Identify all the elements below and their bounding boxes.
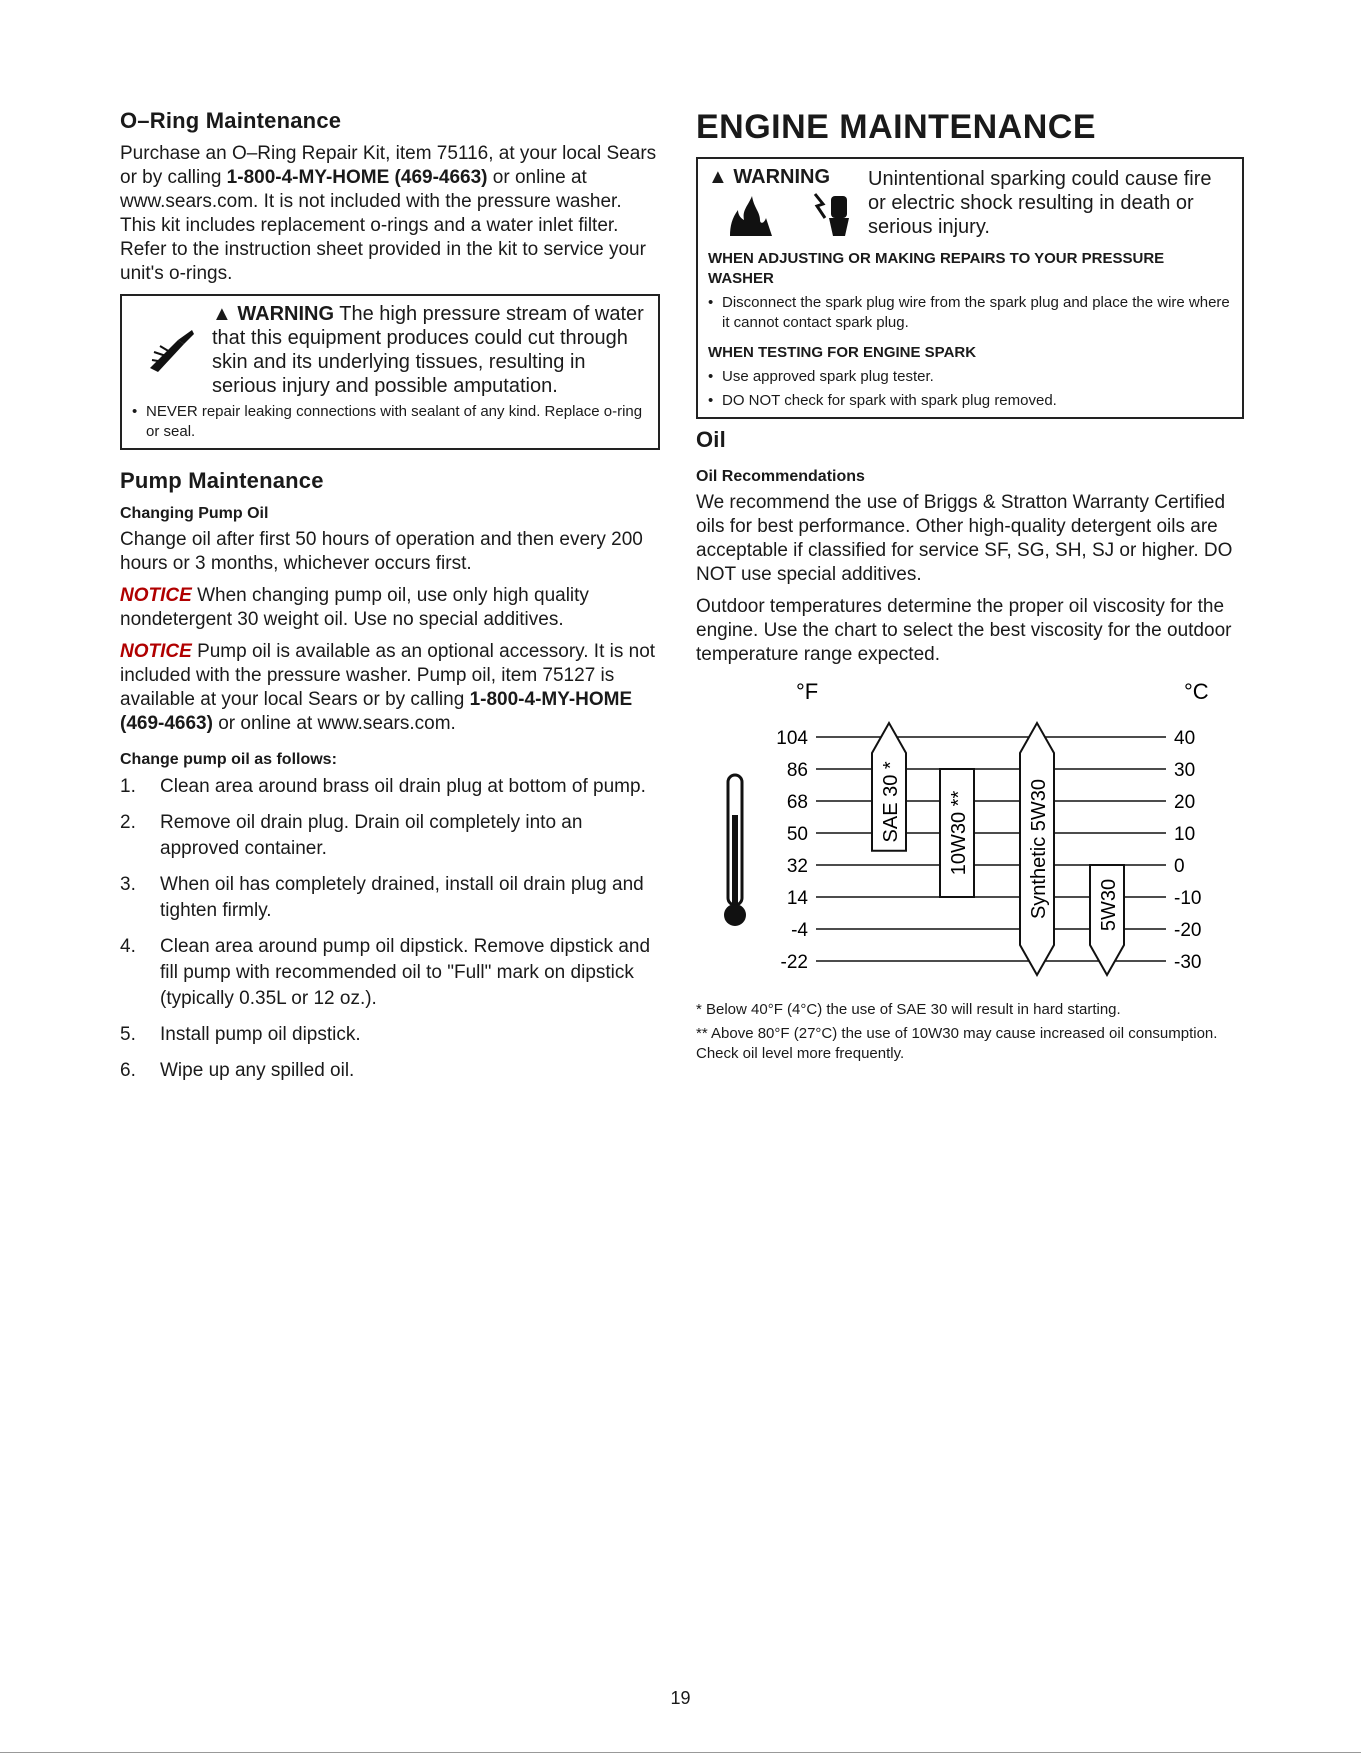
warning-triangle-icon: ▲ [708, 166, 728, 188]
celsius-tick-label: -30 [1174, 952, 1202, 973]
bottom-rule [0, 1752, 1361, 1753]
warning-bullet: • NEVER repair leaking connections with sealant of any kind. Replace o-ring or seal. [132, 402, 648, 442]
notice2-text: Pump oil is available as an optional accessory. It is not included with the pressure washer. Pump oil, item 75127 is available at your local Sears or by calling [120, 641, 656, 710]
step-item [120, 1022, 660, 1048]
oil-range-label: 10W30 ** [948, 790, 970, 876]
celsius-tick-label: 30 [1174, 760, 1196, 781]
notice1 [120, 584, 660, 632]
fahrenheit-unit-label: °F [796, 679, 819, 704]
oil-range-label: 5W30 [1098, 878, 1120, 932]
step-text: Wipe up any spilled oil. [160, 1060, 355, 1081]
step-text: Install pump oil dipstick. [160, 1024, 361, 1045]
step-number: 4. [120, 936, 136, 957]
testing-bullet-1: • Use approved spark plug tester. [708, 367, 1232, 387]
step-item [120, 872, 660, 924]
warning-label: WARNING [237, 303, 335, 325]
notice2-label: NOTICE [120, 641, 192, 662]
celsius-tick-label: -10 [1174, 888, 1202, 909]
oring-paragraph [120, 142, 660, 286]
injection-hazard-icon [132, 302, 212, 398]
celsius-tick-label: 20 [1174, 792, 1196, 813]
step-item [120, 934, 660, 1012]
fahrenheit-tick-label: 104 [776, 728, 808, 749]
fahrenheit-tick-label: 50 [786, 824, 808, 845]
footnote-2: ** Above 80°F (27°C) the use of 10W30 may cause increased oil consumption. Check oil level more frequently. [696, 1025, 1218, 1062]
fahrenheit-tick-label: 86 [786, 760, 808, 781]
notice2-tail: or online at www.sears.com. [218, 713, 456, 734]
fire-hazard-icon [726, 190, 776, 238]
oring-text-b: or online at www.sears.com. It is not included with the pressure washer. This kit includes replacement o-rings and a water inlet filter. Refer to the instruction sheet provided in the kit to service your unit's o-rings. [120, 167, 646, 284]
oil-rec-para2: Outdoor temperatures determine the proper oil viscosity for the engine. Use the chart to select the best viscosity for the outdoor temperature range expected. [696, 596, 1232, 665]
engine-title: ENGINE MAINTENANCE [696, 108, 1097, 146]
oring-phone: 1-800-4-MY-HOME (469-4663) [226, 167, 488, 188]
oil-rec-title: Oil Recommendations [696, 468, 865, 485]
celsius-unit-label: °C [1184, 679, 1209, 704]
celsius-tick-label: -20 [1174, 920, 1202, 941]
testing-bullet-2: • DO NOT check for spark with spark plug removed. [708, 391, 1232, 411]
steps-title: Change pump oil as follows: [120, 751, 337, 768]
step-text: Clean area around brass oil drain plug at bottom of pump. [160, 776, 646, 797]
step-item [120, 810, 660, 862]
footnote-1: * Below 40°F (4°C) the use of SAE 30 will result in hard starting. [696, 1001, 1121, 1018]
thermometer-bulb [724, 904, 746, 926]
oring-warning-box [120, 294, 660, 450]
engine-warning-label: WARNING [733, 166, 831, 188]
fahrenheit-tick-label: -22 [780, 952, 808, 973]
notice2 [120, 640, 660, 736]
notice2-phone: 1-800-4-MY-HOME (469-4663) [120, 689, 633, 734]
changing-title: Changing Pump Oil [120, 505, 269, 522]
page-number: 19 [670, 1688, 691, 1708]
thermometer-mercury [732, 815, 738, 915]
steps-list [120, 774, 660, 1084]
adjusting-bullet: • Disconnect the spark plug wire from the spark plug and place the wire where it cannot contact spark plug. [708, 293, 1232, 333]
warning-text: The high pressure stream of water that this equipment produces could cut through skin and its underlying tissues, resulting in serious injury and possible amputation. [212, 303, 644, 397]
notice1-text: When changing pump oil, use only high quality nondetergent 30 weight oil. Use no special additives. [120, 585, 589, 630]
step-text: Remove oil drain plug. Drain oil completely into an approved container. [160, 812, 583, 859]
engine-warning-box [696, 157, 1244, 419]
celsius-tick-label: 10 [1174, 824, 1196, 845]
adjusting-head: WHEN ADJUSTING OR MAKING REPAIRS TO YOUR PRESSURE WASHER [708, 250, 1165, 287]
step-text: When oil has completely drained, install oil drain plug and tighten firmly. [160, 874, 644, 921]
oil-range-label: SAE 30 * [880, 761, 902, 843]
changing-paragraph: Change oil after first 50 hours of operation and then every 200 hours or 3 months, whichever occurs first. [120, 529, 643, 574]
oil-title: Oil [696, 427, 726, 452]
step-number: 2. [120, 812, 136, 833]
oil-viscosity-chart [696, 675, 1244, 995]
oil-range-label: Synthetic 5W30 [1028, 778, 1050, 920]
pump-title: Pump Maintenance [120, 468, 324, 493]
step-item [120, 1058, 660, 1084]
celsius-tick-label: 40 [1174, 728, 1196, 749]
step-item [120, 774, 660, 800]
fahrenheit-tick-label: 32 [786, 856, 808, 877]
step-number: 3. [120, 874, 136, 895]
step-number: 1. [120, 776, 136, 797]
notice1-label: NOTICE [120, 585, 192, 606]
celsius-tick-label: 0 [1174, 856, 1185, 877]
fahrenheit-tick-label: -4 [791, 920, 808, 941]
fahrenheit-tick-label: 14 [786, 888, 808, 909]
engine-warning-text: Unintentional sparking could cause fire or electric shock resulting in death or serious injury. [868, 168, 1212, 238]
testing-head: WHEN TESTING FOR ENGINE SPARK [708, 344, 977, 361]
oil-rec-para1: We recommend the use of Briggs & Stratton Warranty Certified oils for best performance. Other high-quality detergent oils are acceptable if classified for service SF, SG, SH, SJ or higher. DO NOT use special additives. [696, 492, 1233, 585]
oring-title: O–Ring Maintenance [120, 108, 342, 133]
fahrenheit-tick-label: 68 [786, 792, 808, 813]
step-number: 6. [120, 1060, 136, 1081]
left-column [120, 108, 660, 1094]
shock-hazard-icon [811, 190, 851, 238]
warning-triangle-icon: ▲ [212, 303, 232, 325]
oring-text-a: Purchase an O–Ring Repair Kit, item 75116, at your local Sears or by calling [120, 143, 657, 188]
step-text: Clean area around pump oil dipstick. Remove dipstick and fill pump with recommended oil to "Full" mark on dipstick (typically 0.35L or 12 oz.). [160, 936, 651, 1009]
step-number: 5. [120, 1024, 136, 1045]
right-column [696, 108, 1244, 1068]
